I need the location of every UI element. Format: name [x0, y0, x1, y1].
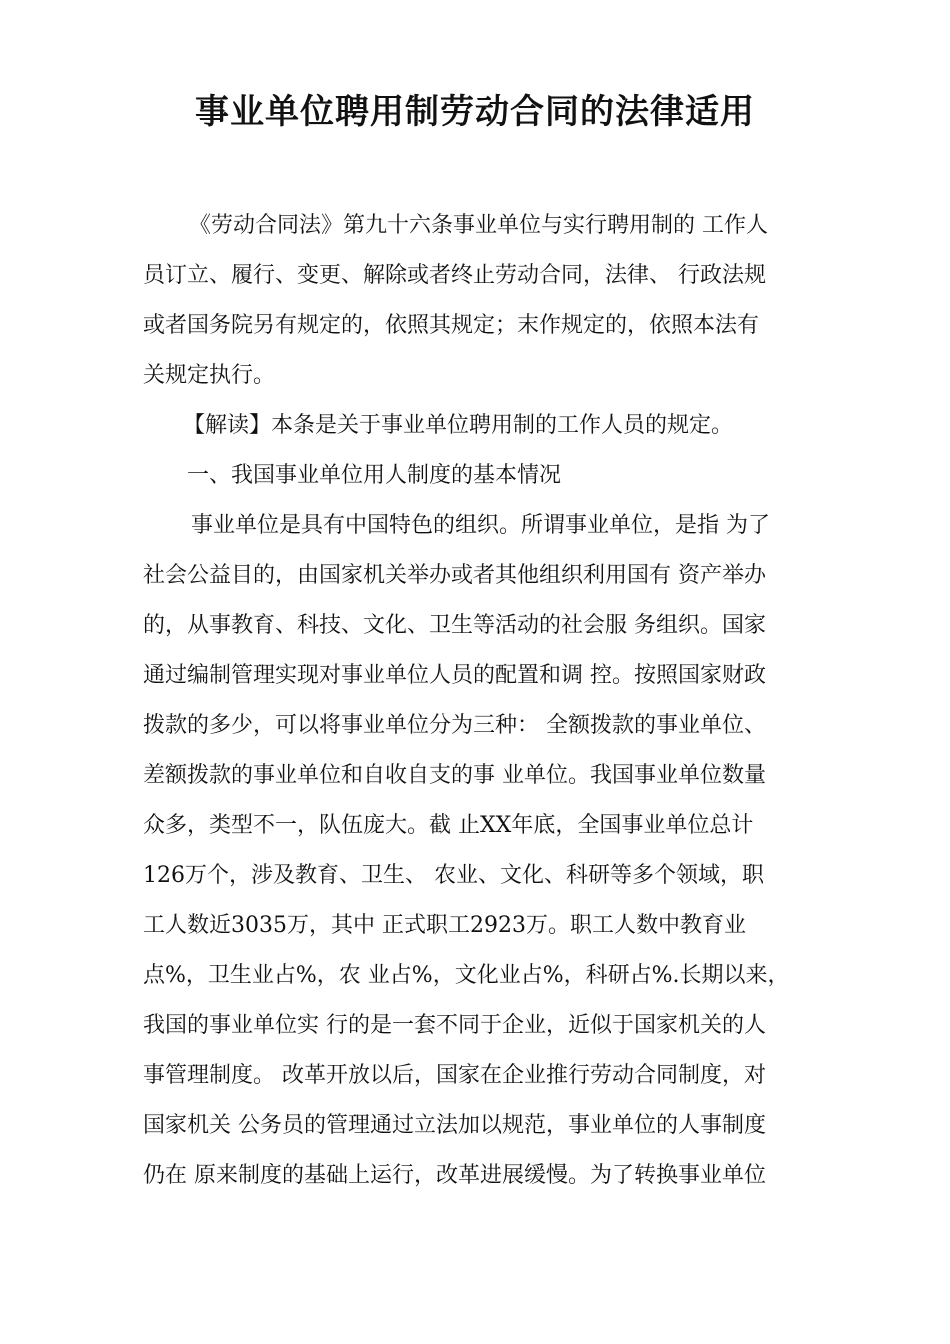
- paragraph-line: 员订立、履行、变更、解除或者终止劳动合同，法律、 行政法规: [143, 263, 766, 288]
- paragraph-line: 众多，类型不一，队伍庞大。截 止XX年底，全国事业单位总计: [143, 813, 754, 838]
- paragraph-line: 事管理制度。 改革开放以后，国家在企业推行劳动合同制度，对: [143, 1063, 766, 1088]
- paragraph-line: 【解读】本条是关于事业单位聘用制的工作人员的规定。: [183, 413, 734, 438]
- paragraph-line: 关规定执行。: [143, 363, 276, 388]
- paragraph-line: 工人数近3035万，其中 正式职工2923万。职工人数中教育业: [143, 913, 746, 938]
- paragraph-line: 的，从事教育、科技、文化、卫生等活动的社会服 务组织。国家: [143, 613, 766, 638]
- paragraph-line: 我国的事业单位实 行的是一套不同于企业，近似于国家机关的人: [143, 1013, 766, 1038]
- paragraph-line: 通过编制管理实现对事业单位人员的配置和调 控。按照国家财政: [143, 663, 766, 688]
- paragraph-line: 拨款的多少，可以将事业单位分为三种： 全额拨款的事业单位、: [143, 713, 766, 738]
- paragraph-line: 仍在 原来制度的基础上运行，改革进展缓慢。为了转换事业单位: [143, 1163, 766, 1188]
- paragraph-line: 事业单位是具有中国特色的组织。所谓事业单位，是指 为了: [191, 513, 770, 538]
- paragraph-line: 社会公益目的，由国家机关举办或者其他组织利用国有 资产举办: [143, 563, 766, 588]
- document-title: 事业单位聘用制劳动合同的法律适用: [195, 92, 755, 132]
- paragraph-line: 或者国务院另有规定的，依照其规定；末作规定的，依照本法有: [143, 313, 760, 338]
- paragraph-line: 差额拨款的事业单位和自收自支的事 业单位。我国事业单位数量: [143, 763, 766, 788]
- paragraph-line: 国家机关 公务员的管理通过立法加以规范，事业单位的人事制度: [143, 1113, 766, 1138]
- section-heading: 一、我国事业单位用人制度的基本情况: [187, 463, 562, 488]
- paragraph-line: 《劳动合同法》第九十六条事业单位与实行聘用制的 工作人: [189, 213, 768, 238]
- paragraph-line: 点%，卫生业占%，农 业占%，文化业占%，科研占%.长期以来，: [143, 963, 790, 988]
- paragraph-line: 126万个，涉及教育、卫生、 农业、文化、科研等多个领域，职: [143, 863, 764, 888]
